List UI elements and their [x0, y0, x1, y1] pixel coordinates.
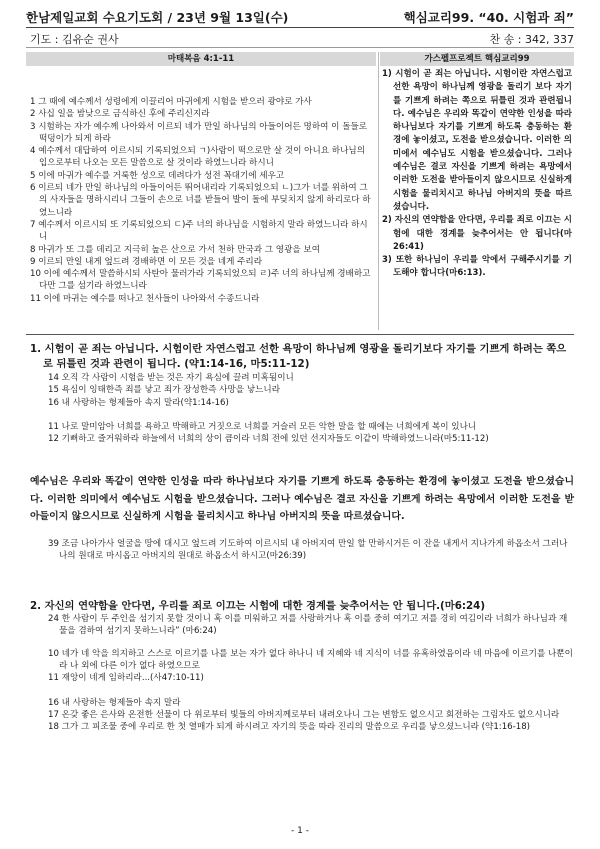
- verse: 10 이에 예수께서 말씀하시되 사탄아 물러가라 기록되었으되 ㄹ)주 너의 하나님께 경배하고 다만 그를 섬기라 하였느니라: [30, 269, 371, 292]
- prayer-leader: 기도 : 김유순 권사: [30, 33, 119, 46]
- verse: 15 욕심이 잉태한즉 죄를 낳고 죄가 장성한즉 사망을 낳느니라: [48, 385, 281, 396]
- verse: 9 이르되 만일 내게 엎드려 경배하면 이 모든 것을 네게 주리라: [30, 256, 263, 267]
- verse: 2 사십 일을 밤낮으로 금식하신 후에 주리신지라: [30, 109, 210, 120]
- verse: 1 그 때에 예수께서 성령에게 이끌리어 마귀에게 시험을 받으러 광야로 가사: [30, 97, 312, 107]
- verse: 39 조금 나아가사 얼굴을 땅에 대시고 엎드려 기도하여 이르시되 내 아버지여 만일 할 만하시거든 이 잔을 내게서 지나가게 하옵소서 그러나 나의 원대로 마시옵고 아버지의 원대로 하옵소서 하시고(마26:39): [48, 538, 568, 562]
- verse: 10 네가 네 악을 의지하고 스스로 이르기를 나를 보는 자가 없다 하나니 네 지혜와 네 지식이 너를 유혹하였음이라 네 마음에 이르기를 나뿐이라 나 외에 다른 이가 없다 하였으므로: [48, 648, 573, 671]
- verse: 16 내 사랑하는 형제들아 속지 말라: [48, 697, 181, 708]
- doctrine-point: 3) 또한 하나님이 우리를 악에서 구해주시기를 기도해야 합니다(마6:13).: [382, 255, 572, 279]
- doctrine-point: 2) 자신의 연약함을 안다면, 우리를 죄로 이끄는 시험에 대한 경계를 늦추어서는 안 됩니다(마 26:41): [382, 215, 572, 252]
- verse: 3 시험하는 자가 예수께 나아와서 이르되 네가 만일 하나님의 아들이어든 명하여 이 돌들로 떡덩이가 되게 하라: [30, 121, 368, 144]
- section-1-summary: 예수님은 우리와 똑같이 연약한 인성을 따라 하나님보다 자기를 기쁘게 하도록 충동하는 환경에 놓이셨고 도전을 받으셨습니다. 이러한 의미에서 예수님도 시험을 받으셨습니다. 그러나 예수님은 결코 자신을 기쁘게 하려는 욕망에서 이러한 도전을 받아들이지 않으시므로 신실하게 시험을 물리치시고 하나님 아버지의 뜻을 따르셨습니다.: [30, 476, 574, 523]
- doctrine-points: [382, 68, 572, 281]
- verse: 6 이르되 네가 만일 하나님의 아들이어든 뛰어내리라 기록되었으되 ㄴ)그가 너를 위하여 그의 사자들을 명하시리니 그들이 손으로 너를 받들어 발이 돌에 부딪치지 않게 하리로다 하였느니라: [30, 183, 371, 218]
- lesson-title: 핵심교리99. “40. 시험과 죄”: [403, 10, 574, 25]
- scripture-passage: [30, 96, 375, 305]
- page-number: - 1 -: [291, 826, 309, 836]
- verse: 16 내 사랑하는 형제들아 속지 말라(약1:14-16): [48, 397, 229, 408]
- section-divider: [26, 334, 574, 335]
- verse: 4 예수께서 대답하여 이르시되 기록되었으되 ㄱ)사람이 떡으로만 살 것이 아니요 하나님의 입으로부터 나오는 모든 말씀으로 살 것이라 하였느니라 하시니: [30, 146, 365, 169]
- section-1-heading: 1. 시험이 곧 죄는 아닙니다. 시험이란 자연스럽고 선한 욕망이 하나님께 영광을 돌리기보다 자기를 기쁘게 하려는 쪽으로 뒤틀린 것과 관련이 됩니다. (약1:14-16, 마5:11-12): [30, 343, 567, 370]
- header-divider: [26, 27, 574, 28]
- doctrine-point: 1) 시험이 곧 죄는 아닙니다. 시험이란 자연스럽고 선한 욕망이 하나님께 영광을 돌리기 보다 자기를 기쁘게 하려는 쪽으로 뒤틀린 것과 관련됩니다. 예수님은 우리와 똑같이 연약한 인성을 따라 하나님보다 자기를 기쁘게 하도록 충동하는 환경에 놓이셨고, 도전을 받으셨습니다. 이러한 의미에서 예수님도 시험을 받으셨습니다. 그러나 예수님은 결코 자신을 기쁘게 하려는 욕망에서 이러한 도전을 받아들이지 않으시므로 신실하게 시험을 물리치시고 하나님 아버지의 뜻을 따르셨습니다.: [382, 69, 572, 212]
- verse: 8 마귀가 또 그를 데리고 지극히 높은 산으로 가서 천하 만국과 그 영광을 보여: [30, 244, 321, 255]
- verse: 11 이에 마귀는 예수를 떠나고 천사들이 나아와서 수종드니라: [30, 293, 260, 304]
- verse: 7 예수께서 이르시되 또 기록되었으되 ㄷ)주 너의 하나님을 시험하지 말라 하였느니라 하시니: [30, 219, 368, 243]
- verse: 5 이에 마귀가 예수를 거룩한 성으로 데려다가 성전 꼭대기에 세우고: [30, 170, 285, 181]
- verse: 11 나로 말미암아 너희를 욕하고 박해하고 거짓으로 너희를 거슬러 모든 악한 말을 할 때에는 너희에게 복이 있나니: [48, 421, 477, 432]
- doctrine-label: 가스펠프로젝트 핵심교리99: [380, 52, 574, 66]
- hymn-numbers: 찬 송 : 342, 337: [489, 33, 574, 46]
- bulletin-title: 한남제일교회 수요기도회 / 23년 9월 13일(수): [26, 10, 289, 25]
- verse: 18 그가 그 피조물 중에 우리로 한 첫 열매가 되게 하시려고 자기의 뜻을 따라 진리의 말씀으로 우리를 낳으셨느니라 (약1:16-18): [48, 722, 531, 733]
- verse: 17 온갖 좋은 은사와 온전한 선물이 다 위로부터 빛들의 아버지께로부터 내려오나니 그는 변함도 없으시고 회전하는 그림자도 없으시니라: [48, 709, 560, 720]
- verse: 24 한 사람이 두 주인을 섬기지 못할 것이니 혹 이를 미워하고 저를 사랑하거나 혹 이를 중히 여기고 저를 경히 여김이라 너희가 하나님과 재물을 겸하여 섬기지 못하느니라” (마6:24): [48, 614, 568, 637]
- verse: 14 오직 각 사람이 시험을 받는 것은 자기 욕심에 끌려 미혹됨이니: [48, 373, 294, 383]
- main-content: [30, 342, 574, 733]
- verse: 12 기뻐하고 즐거워하라 하늘에서 너희의 상이 큼이라 너희 전에 있던 선지자들도 이같이 박해하였느니라(마5:11-12): [48, 434, 489, 445]
- scripture-label: 마태복음 4:1-11: [26, 52, 376, 66]
- section-2-heading: 2. 자신의 연약함을 안다면, 우리를 죄로 이끄는 시험에 대한 경계를 늦추어서는 안 됩니다.(마6:24): [30, 599, 486, 612]
- column-divider: [378, 52, 379, 330]
- subheader-divider: [26, 47, 574, 48]
- verse: 11 재앙이 네게 임하리라...(사47:10-11): [48, 673, 204, 684]
